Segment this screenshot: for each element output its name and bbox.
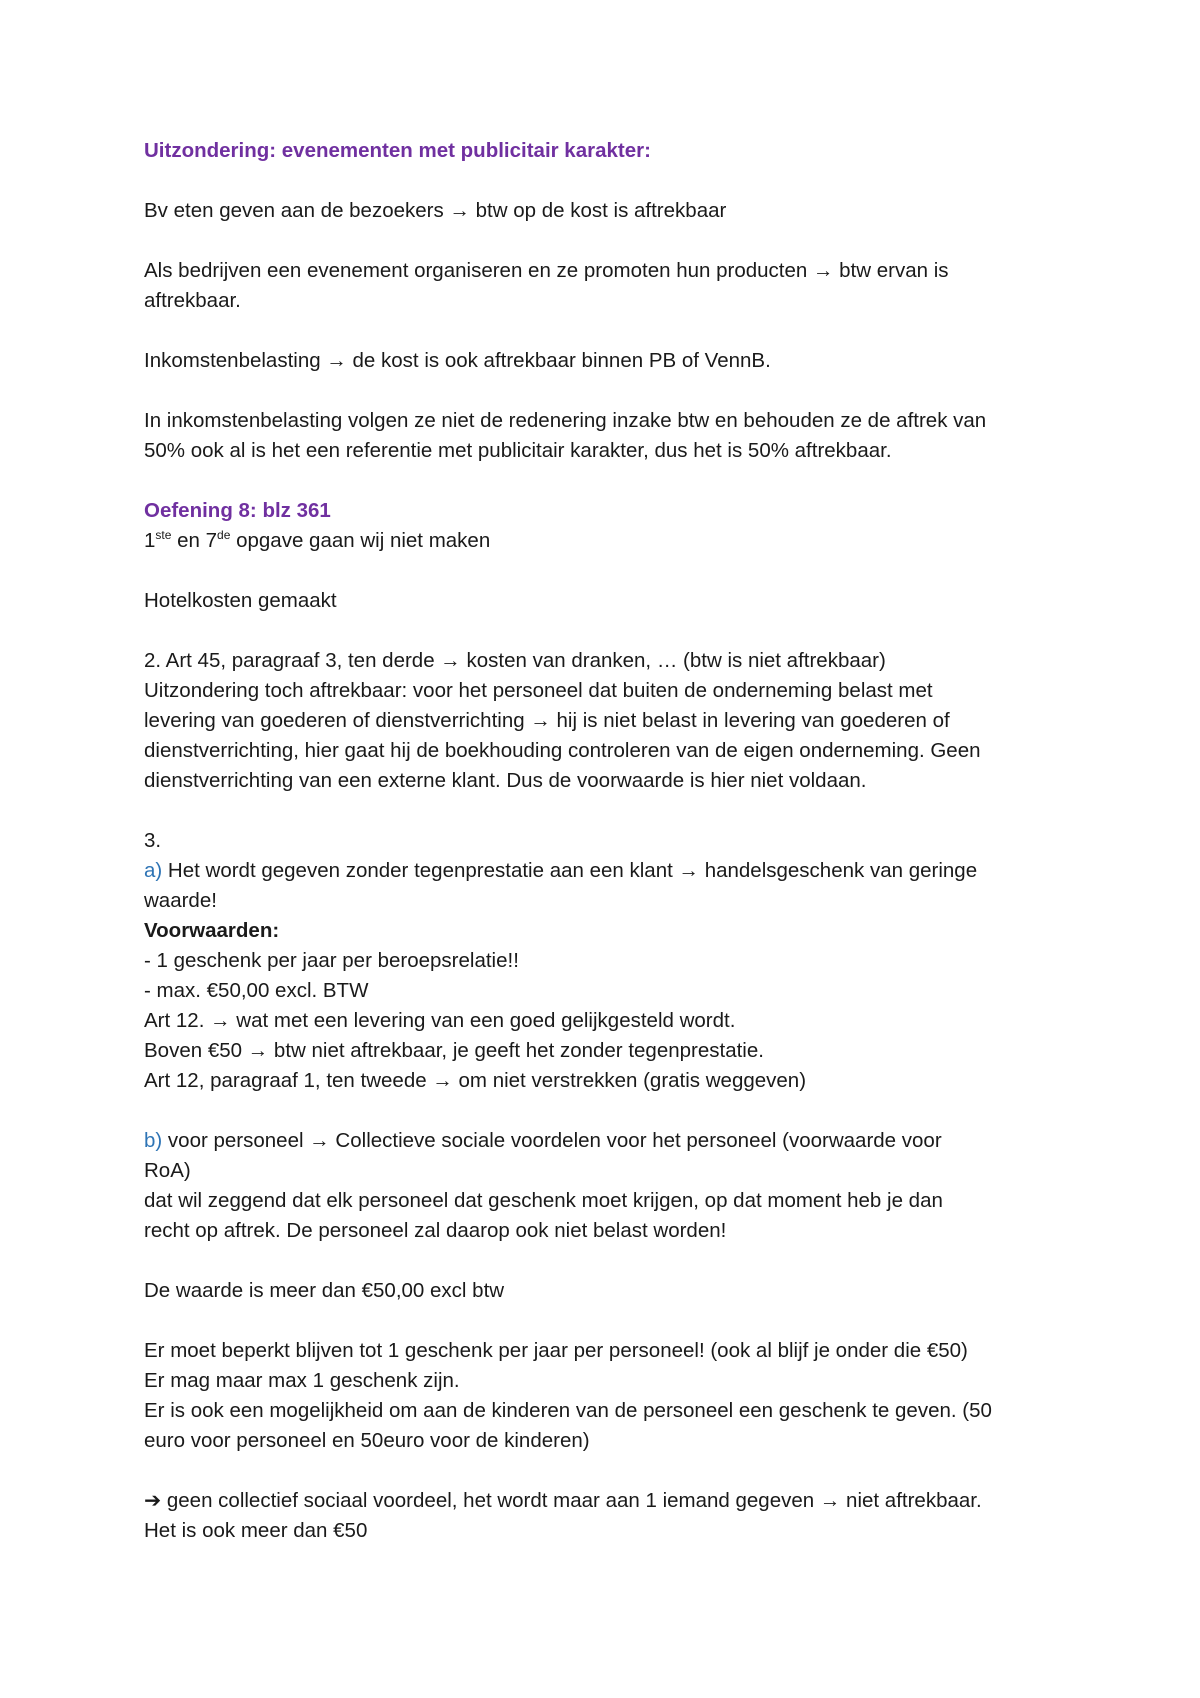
paragraph: 3. xyxy=(144,829,162,852)
paragraph: dienstverrichting van een externe klant. Dus de voorwaarde is hier niet voldaan. xyxy=(144,769,867,792)
paragraph: Er is ook een mogelijkheid om aan de kinderen van de personeel een geschenk te geven. (50 xyxy=(144,1399,992,1422)
superscript: de xyxy=(217,528,231,542)
paragraph: Inkomstenbelasting → de kost is ook aftrekbaar binnen PB of VennB. xyxy=(144,349,771,372)
paragraph: aftrekbaar. xyxy=(144,289,241,312)
superscript: ste xyxy=(155,528,172,542)
paragraph: RoA) xyxy=(144,1159,191,1182)
paragraph: Het is ook meer dan €50 xyxy=(144,1519,368,1542)
paragraph: Art 12, paragraaf 1, ten tweede → om niet verstrekken (gratis weggeven) xyxy=(144,1069,807,1092)
paragraph: levering van goederen of dienstverrichting → hij is niet belast in levering van goederen of xyxy=(144,709,950,732)
paragraph: Art 12. → wat met een levering van een goed gelijkgesteld wordt. xyxy=(144,1009,736,1032)
section-heading: Uitzondering: evenementen met publicitair karakter: xyxy=(144,139,651,162)
paragraph: 2. Art 45, paragraaf 3, ten derde → kosten van dranken, … (btw is niet aftrekbaar) xyxy=(144,649,886,672)
paragraph: Uitzondering toch aftrekbaar: voor het personeel dat buiten de onderneming belast met xyxy=(144,679,933,702)
text-run: voor personeel → Collectieve sociale voordelen voor het personeel (voorwaarde voor xyxy=(162,1129,942,1152)
paragraph: Hotelkosten gemaakt xyxy=(144,589,337,612)
paragraph: recht op aftrek. De personeel zal daarop ook niet belast worden! xyxy=(144,1219,727,1242)
item-label: a) xyxy=(144,859,163,882)
document-body xyxy=(144,136,1074,1546)
paragraph: ➔ geen collectief sociaal voordeel, het wordt maar aan 1 iemand gegeven → niet aftrekbaar. xyxy=(144,1489,982,1512)
paragraph: waarde! xyxy=(144,889,217,912)
paragraph: Er moet beperkt blijven tot 1 geschenk per jaar per personeel! (ook al blijf je onder die €50) xyxy=(144,1339,968,1362)
exercise-heading: Oefening 8: blz 361 xyxy=(144,499,331,522)
paragraph: euro voor personeel en 50euro voor de kinderen) xyxy=(144,1429,590,1452)
paragraph: dat wil zeggend dat elk personeel dat geschenk moet krijgen, op dat moment heb je dan xyxy=(144,1189,943,1212)
paragraph xyxy=(144,526,1074,556)
paragraph: Als bedrijven een evenement organiseren en ze promoten hun producten → btw ervan is xyxy=(144,259,949,282)
paragraph: 50% ook al is het een referentie met publicitair karakter, dus het is 50% aftrekbaar. xyxy=(144,439,892,462)
text-run: en 7 xyxy=(171,529,218,552)
conditions-heading: Voorwaarden: xyxy=(144,919,280,942)
text-run: Het wordt gegeven zonder tegenprestatie aan een klant → handelsgeschenk van geringe xyxy=(162,859,978,882)
paragraph: In inkomstenbelasting volgen ze niet de redenering inzake btw en behouden ze de aftrek van xyxy=(144,409,987,432)
list-item: - 1 geschenk per jaar per beroepsrelatie!! xyxy=(144,949,519,972)
paragraph: De waarde is meer dan €50,00 excl btw xyxy=(144,1279,505,1302)
item-label: b) xyxy=(144,1129,163,1152)
text-run: opgave gaan wij niet maken xyxy=(230,529,491,552)
paragraph: Boven €50 → btw niet aftrekbaar, je geeft het zonder tegenprestatie. xyxy=(144,1039,764,1062)
paragraph: Bv eten geven aan de bezoekers → btw op de kost is aftrekbaar xyxy=(144,199,727,222)
paragraph xyxy=(144,856,1074,886)
paragraph: dienstverrichting, hier gaat hij de boekhouding controleren van de eigen onderneming. Geen xyxy=(144,739,981,762)
list-item: - max. €50,00 excl. BTW xyxy=(144,979,369,1002)
text-run: 1 xyxy=(144,529,156,552)
paragraph: Er mag maar max 1 geschenk zijn. xyxy=(144,1369,460,1392)
paragraph xyxy=(144,1126,1074,1156)
